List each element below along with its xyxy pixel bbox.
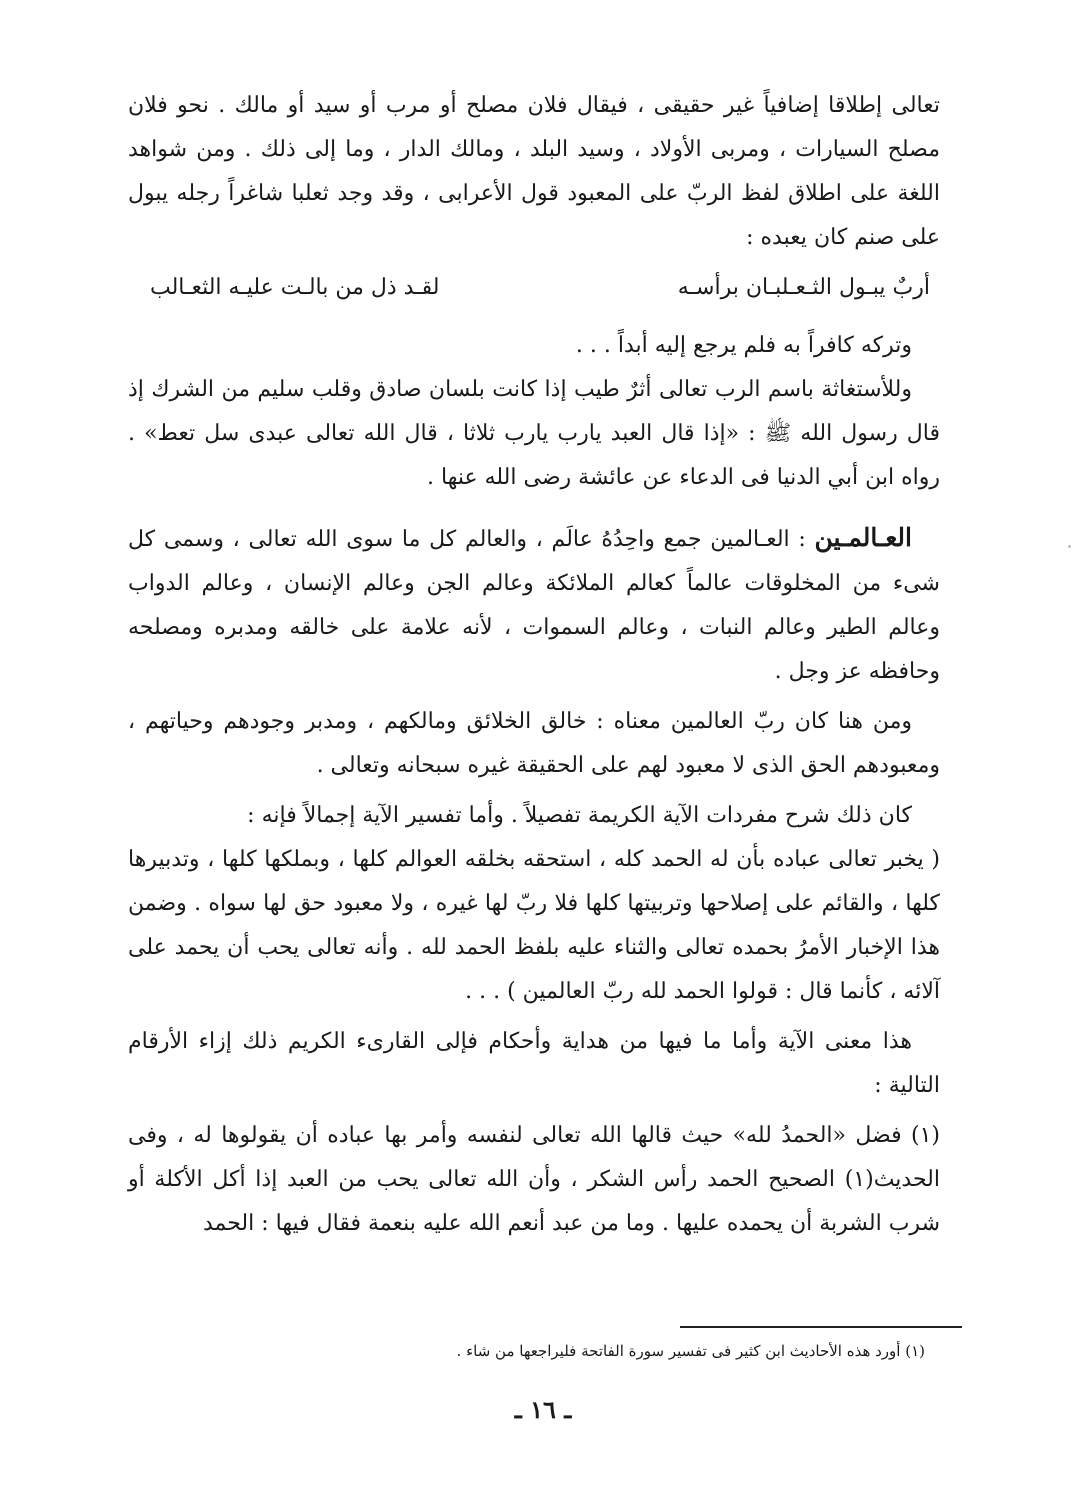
- numbered-point-one: (١) فضل «الحمدُ لله» حيث قالها الله تعالى لنفسه وأمر بها عباده أن يقولوها له ، وفى الحديث(١) الصحيح الحمد رأس الشكر ، وأن الله تعالى يحب من العبد إذا أكل الأكلة أو شرب الشربة أن يحمده عليها . وما من عبد أنعم الله عليه بنعمة فقال فيها : الحمد: [128, 1123, 940, 1236]
- term-alamin: العـالمـين: [814, 523, 912, 552]
- verse-conclusion-paragraph: وتركه كافراً به فلم يرجع إليه أبداً . . .: [575, 333, 912, 358]
- page-number: ـ ١٦ ـ: [514, 1395, 572, 1424]
- rabb-alamin-paragraph: ومن هنا كان ربّ العالمين معناه : خالق الخلائق ومالكهم ، ومدبر وجودهم وحياتهم ، ومعبودهم الحق الذى لا معبود لهم على الحقيقة غيره سبحانه وتعالى .: [128, 709, 940, 778]
- poetry-verse: [150, 266, 930, 310]
- verse-second-hemistich: لقـد ذل من بالـت عليـه الثعـالب: [150, 275, 440, 300]
- intro-paragraph-block: [128, 84, 940, 260]
- tafsir-quote-paragraph: ( يخبر تعالى عباده بأن له الحمد كله ، استحقه بخلقه العوالم كلها ، وبملكها كلها ، وتدبيرها كلها ، والقائم على إصلاحها وتربيتها كلها فلا ربّ لها غيره ، ولا معبود حق لها سواه . وضمن هذا الإخبار الأمرُ بحمده تعالى والثناء عليه بلفظ الحمد لله . وأنه تعالى يحب أن يحمد على آلائه ، كأنما قال : قولوا الحمد لله ربّ العالمين ) . . .: [128, 847, 940, 1004]
- alamin-definition-paragraph: [128, 516, 940, 694]
- guidance-intro-paragraph: هذا معنى الآية وأما ما فيها من هداية وأحكام فإلى القارىء الكريم ذلك إزاء الأرقام التالية :: [128, 1029, 940, 1098]
- istighatha-paragraph: وللأستغاثة باسم الرب تعالى أثرٌ طيب إذا كانت بلسان صادق وقلب سليم من الشرك إذ قال رسول الله ﷺ : «إذا قال العبد يارب يارب ثلاثا ، قال الله تعالى عبدى سل تعط» . رواه ابن أبي الدنيا فى الدعاء عن عائشة رضى الله عنها .: [128, 377, 940, 490]
- footnote-text: (١) أورد هذه الأحاديث ابن كثير فى تفسير سورة الفاتحة فليراجعها من شاء .: [456, 1342, 925, 1360]
- scan-artifact-dot: [1068, 545, 1071, 548]
- explanation-intro-paragraph: كان ذلك شرح مفردات الآية الكريمة تفصيلاً . وأما تفسير الآية إجمالاً فإنه :: [247, 803, 912, 828]
- alamin-definition-text: : العـالمين جمع واحِدُهُ عالَم ، والعالم كل ما سوى الله تعالى ، وسمى كل شىء من المخلوقات عالماً كعالم الملائكة وعالم الجن وعالم الإنسان ، وعالم الدواب وعالم الطير وعالم النبات ، وعالم السموات ، لأنه علامة على خالقه ومدبره ومصلحه وحافظه عز وجل .: [128, 527, 940, 684]
- middle-paragraph-block: [128, 324, 940, 500]
- footnote-separator: [680, 1326, 962, 1328]
- verse-first-hemistich: أربٌ يبـول الثـعـلبـان برأسـه: [677, 275, 930, 300]
- alamin-section-block: [128, 516, 940, 1246]
- intro-paragraph: تعالى إطلاقا إضافياً غير حقيقى ، فيقال فلان مصلح أو مرب أو سيد أو مالك . نحو فلان مصلح السيارات ، ومربى الأولاد ، وسيد البلد ، ومالك الدار ، وما إلى ذلك . ومن شواهد اللغة على اطلاق لفظ الربّ على المعبود قول الأعرابى ، وقد وجد ثعلبا شاغراً رجله يبول على صنم كان يعبده :: [128, 93, 940, 250]
